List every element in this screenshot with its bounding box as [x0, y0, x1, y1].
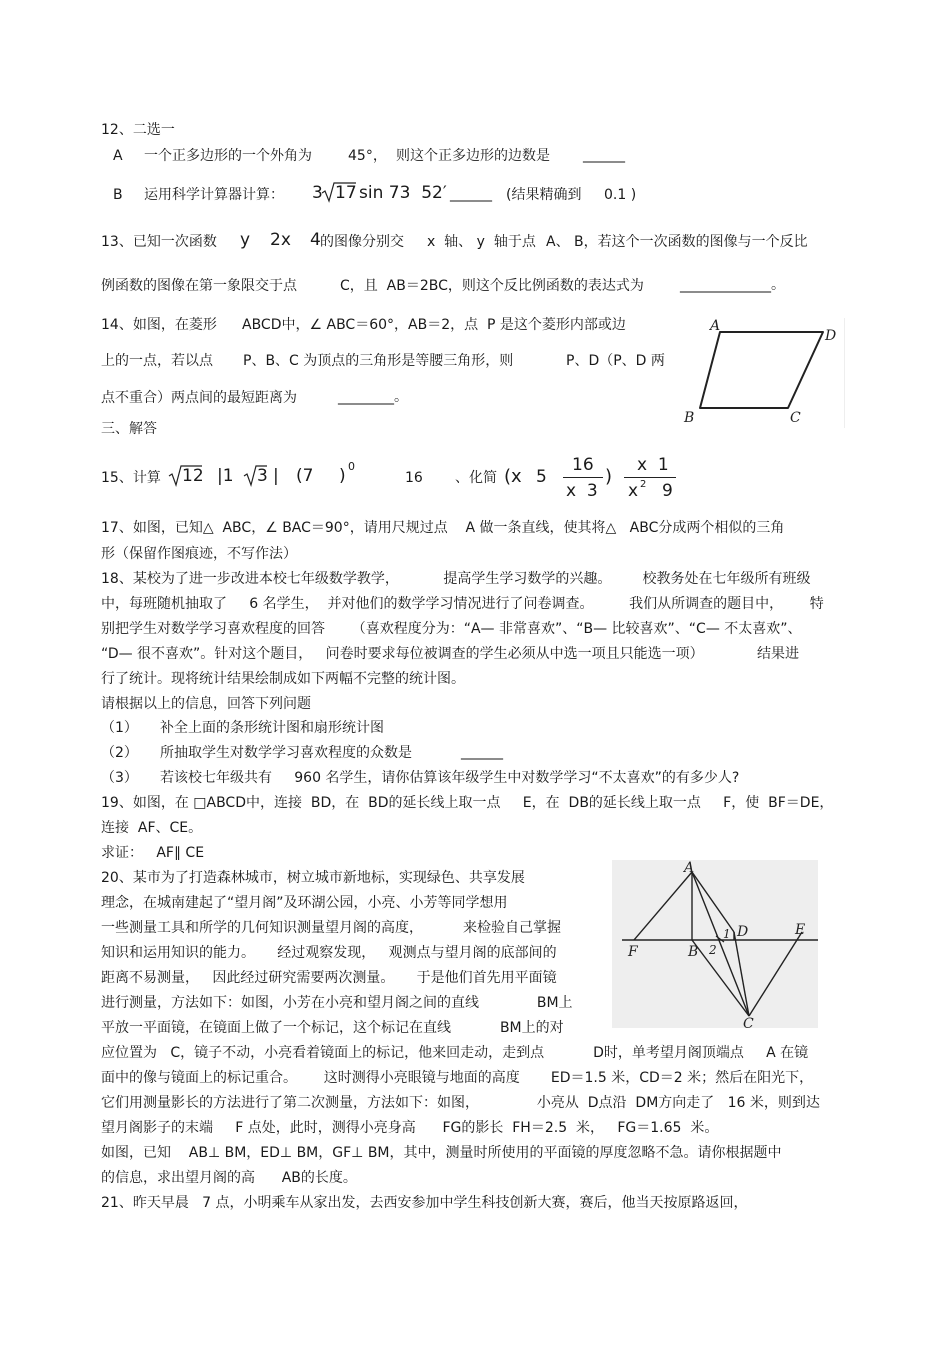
q18-sub2: 所抽取学生对数学学习喜欢程度的众数是: [160, 745, 412, 761]
q20-line-6: 进行测量，方法如下：如图，小芳在小亮和望月阁之间的直线 BM上: [101, 995, 573, 1011]
q14-line2: 上的一点，若以点: [101, 353, 213, 369]
q12-title: 12、二选一: [101, 122, 175, 138]
fig20-label-b: B: [688, 944, 699, 960]
q18-sub1-num: （1）: [101, 720, 138, 736]
q16-open: (x: [504, 466, 522, 487]
q20-line-7: 平放一平面镜，在镜面上做了一个标记，这个标记在直线 BM上的对: [101, 1020, 564, 1036]
fig20-label-e: E: [795, 922, 806, 938]
q12-b-prec: 0.1 ): [604, 187, 637, 203]
q20-line-8: 应位置为 C，镜子不动，小亮看着镜面上的标记，他来回走动，走到点 D时，单考望月阁顶端点 A 在镜: [101, 1045, 809, 1061]
q12-b-fn: sin 73 52′: [359, 183, 447, 203]
q12-a-blank: ______: [583, 147, 625, 163]
q15-label: 15、计算: [101, 470, 161, 486]
fig20-label-1: 1: [723, 927, 731, 941]
q19-line2: 连接 AF、CE。: [101, 820, 203, 836]
q12-b-text1: 运用科学计算器计算：: [144, 187, 284, 203]
q18-line6: 请根据以上的信息，回答下列问题: [101, 696, 311, 712]
rhombus-figure: [680, 318, 845, 428]
q13-line2-blank: _____________。: [680, 277, 785, 293]
q16-five: 5: [536, 467, 547, 487]
q16-close: ): [605, 466, 613, 487]
q20-line-2: 理念，在城南建起了“望月阁”及环湖公园，小亮、小芳等同学想用: [101, 895, 508, 911]
q16-frac2-den2: 9: [662, 481, 673, 501]
q12-b-label: B: [113, 187, 123, 203]
q20-line-5: 距离不易测量， 因此经过研究需要两次测量。 于是他们首先用平面镜: [101, 970, 557, 986]
rhombus-label-c: C: [790, 410, 801, 426]
q18-sub1: 补全上面的条形统计图和扇形统计图: [160, 720, 384, 736]
q16-num: 16: [405, 470, 423, 486]
q14-line3-blank: ________。: [338, 389, 408, 405]
q20-line-12: 如图，已知 AB⊥ BM，ED⊥ BM，GF⊥ BM，其中，测量时所使用的平面镜的厚度忽略不急。请你根据题中: [101, 1145, 782, 1161]
q15-part5: ): [339, 466, 346, 486]
q18-sub2-num: （2）: [101, 745, 138, 761]
q12-b-text2: (结果精确到: [506, 187, 582, 203]
q16-frac2-bar: [624, 477, 676, 478]
q14-line1-b: ABCD中，∠ ABC＝60°，AB＝2，点 P 是这个菱形内部或边: [242, 317, 626, 333]
q13-2x: 2x: [270, 230, 291, 250]
q13-line1-e: A、 B，若这个一次函数的图像与一个反比: [546, 234, 808, 250]
q16-label: 、化简: [455, 470, 497, 486]
q12-b-blank: ______: [450, 186, 492, 202]
q20-line-11: 望月阁影子的末端 F 点处，此时，测得小亮身高 FG的影长 FH＝2.5 米， FG＝1.65 米。: [101, 1120, 719, 1136]
fig20-label-a: A: [684, 860, 695, 876]
q18-sub2-blank: ______: [461, 744, 503, 760]
q12-a-text1: 一个正多边形的一个外角为: [144, 148, 312, 164]
q13-y: y: [240, 230, 251, 250]
q17-line2: 形（保留作图痕迹，不写作法）: [101, 546, 297, 562]
q20-line-13: 的信息，求出望月阁的高 AB的长度。: [101, 1170, 357, 1186]
q20-line-9: 面中的像与镜面上的标记重合。 这时测得小亮眼镜与地面的高度 ED＝1.5 米，CD＝2 米；然后在阳光下，: [101, 1070, 814, 1086]
q16-frac1-den: x 3: [566, 481, 598, 501]
fig20-label-d: D: [737, 924, 749, 940]
rhombus-label-b: B: [684, 410, 695, 426]
q16-frac2-exp: 2: [640, 479, 647, 490]
q14-line1: 14、如图，在菱形: [101, 317, 217, 333]
fig20-label-2: 2: [709, 943, 717, 957]
q13-line1-a: 13、已知一次函数: [101, 234, 217, 250]
q14-line3: 点不重合）两点间的最短距离为: [101, 390, 297, 406]
q18-sub3-num: （3）: [101, 770, 138, 786]
q15-radicand-2: 3: [257, 466, 268, 486]
q13-line2-a: 例函数的图像在第一象限交于点: [101, 278, 297, 294]
q18-line2: 中，每班随机抽取了 6 名学生， 并对他们的数学学习情况进行了问卷调查。 我们从所调查的题目中， 特: [101, 596, 824, 612]
q15-part3: |: [273, 466, 279, 486]
rhombus-label-a: A: [710, 318, 721, 334]
fig20-label-c: C: [743, 1016, 754, 1028]
q16-frac1-num: 16: [572, 455, 594, 475]
section-3-heading: 三、解答: [101, 421, 157, 437]
mirror-measurement-figure: [612, 860, 818, 1028]
q13-4: 4: [310, 230, 321, 250]
q18-line5: 行了统计。现将统计结果绘制成如下两幅不完整的统计图。: [101, 671, 465, 687]
q16-frac2-den: x: [628, 481, 639, 501]
q12-b-coef: 3: [312, 183, 323, 203]
q12-a-label: A: [113, 148, 123, 164]
q14-line2-c: P、D（P、D 两: [566, 353, 665, 369]
q18-sub3: 若该校七年级共有 960 名学生，请你估算该年级学生中对数学学习“不太喜欢”的有多少人?: [160, 770, 740, 786]
q13-line2-b: C，且 AB＝2BC，则这个反比例函数的表达式为: [340, 278, 644, 294]
q12-a-text2: 则这个正多边形的边数是: [396, 148, 550, 164]
q13-line1-d: x 轴、 y 轴于点: [427, 234, 536, 250]
q17-line1: 17、如图，已知△ ABC，∠ BAC＝90°，请用尺规过点 A 做一条直线，使其将△ ABC分成两个相似的三角: [101, 520, 785, 536]
q13-line1-c: 的图像分别交: [320, 234, 404, 250]
q15-radicand-1: 12: [182, 466, 204, 486]
q18-line4: “D— 很不喜欢”。针对这个题目， 问卷时要求每位被调查的学生必须从中选一项且只能选一项） 结果进: [101, 646, 800, 662]
q14-line2-b: P、B、C 为顶点的三角形是等腰三角形，则: [243, 353, 514, 369]
q19-line1: 19、如图，在 □ABCD中，连接 BD，在 BD的延长线上取一点 E，在 DB的延长线上取一点 F，使 BF＝DE，: [101, 795, 834, 811]
q15-part4: (7: [296, 466, 314, 486]
rhombus-label-d: D: [825, 328, 837, 344]
q21-line1: 21、昨天早晨 7 点，小明乘车从家出发，去西安参加中学生科技创新大赛，赛后，他当天按原路返回，: [101, 1195, 748, 1211]
q16-frac1-bar: [563, 477, 603, 478]
q16-frac2-num: x 1: [637, 455, 669, 475]
q20-line-10: 它们用测量影长的方法进行了第二次测量，方法如下：如图， 小亮从 D点沿 DM方向走了 16 米，则到达: [101, 1095, 820, 1111]
q20-line-4: 知识和运用知识的能力。 经过观察发现， 观测点与望月阁的底部间的: [101, 945, 557, 961]
q12-a-val: 45°，: [348, 148, 387, 164]
q20-line-1: 20、某市为了打造森林城市，树立城市新地标，实现绿色、共享发展: [101, 870, 525, 886]
q18-line3: 别把学生对数学学习喜欢程度的回答 （喜欢程度分为：“A— 非常喜欢”、“B— 比较喜欢”、“C— 不太喜欢”、: [101, 621, 802, 637]
q18-line1: 18、某校为了进一步改进本校七年级数学教学， 提高学生学习数学的兴趣。 校教务处在七年级所有班级: [101, 571, 811, 587]
q15-part2: |1: [217, 466, 234, 486]
fig20-label-f: F: [628, 944, 638, 960]
q19-line3: 求证： AF∥ CE: [101, 845, 205, 861]
q12-b-radicand: 17: [335, 183, 357, 203]
q20-line-3: 一些测量工具和所学的几何知识测量望月阁的高度， 来检验自己掌握: [101, 920, 562, 936]
q15-exponent: 0: [348, 460, 355, 473]
